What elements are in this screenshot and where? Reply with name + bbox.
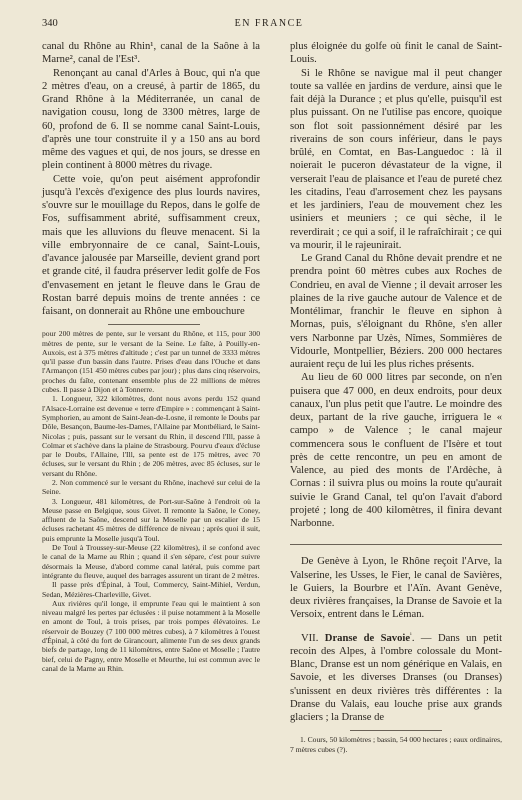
left-column	[42, 40, 260, 673]
paragraph: Renonçant au canal d'Arles à Bouc, qui n'a que 2 mètres d'eau, on a creusé, à partir de 1865, du Grand Rhône à la Méditerranée, un canal de navigation cousu, long de 3300 mètres, large de 60, profond de 6. Il se nomme canal Saint-Louis, d'après une tour construite il y a 150 ans au bord même des vagues et qui, de nos jours, se dresse en plein continent à 8000 mètres du rivage.	[42, 67, 260, 172]
right-body-text	[290, 40, 502, 530]
footnote: Il passe près d'Épinal, à Toul, Commercy, Saint-Mihiel, Verdun, Sedan, Mézières-Charleville, Givet.	[42, 580, 260, 599]
right-footnotes	[290, 735, 502, 754]
paragraph: plus éloignée du golfe où finit le canal de Saint-Louis.	[290, 41, 502, 66]
footnote-continuation: pour 200 mètres de pente, sur le versant du Rhône, et 115, pour 300 mètres de pente, sur le versant de la Seine. Le faîte, à Pouilly-en-Auxois, est à 375 mètres d'altitude ; c'est par un tunnel de 3333 mètres qu'il passe d'un bassin dans l'autre. Prises d'eau dans l'Ouche et dans l'Armançon (151 450 mètres cubes par jour) ; plus dans cinq réservoirs, proches du faîte, contenant ensemble plus de 22 millions de mètres cubes. Il passe à Dijon et à Tonnerre.	[42, 329, 260, 395]
heading-text: . — Dans un petit recoin des Alpes, à l'ombre colossale du Mont-Blanc, Dranse est un nom générique en Valais, en Savoie, et les diverses Dranses (ou Dranses) s'unissent en deux rivières très différentes : la Dranse du Valais, eau louche prise aux grands glaciers ; la Dranse de	[290, 632, 503, 723]
footnote: Aux rivières qu'il longe, il emprunte l'eau qui le maintient à son niveau malgré les pertes par éclusées : il puise notamment à la Moselle en amont de Toul, à trois prises, par trois pompes élévatoires. Le réservoir de Bouzey (7 100 000 mètres cubes), à 7 kilomètres à l'ouest d'Épinal, à côté du fort de Girancourt, alimente l'un de ses deux grands biefs de partage, long de 11 kilomètres, entre Saône et Moselle ; l'autre bief, celui de Pagny, entre Moselle et Meurthe, lui est commun avec le canal de la Marne au Rhin.	[42, 598, 260, 673]
section-intro: De Genève à Lyon, le Rhône reçoit l'Arve, la Valserine, les Usses, le Fier, le canal de Savières, le Guiers, la Bourbre et l'Aïn. Avant Genève, deux rivières françaises, la Dranse de Savoie et la Versoix, entrent dans le Léman.	[290, 556, 502, 621]
footnote: 2. Non commencé sur le versant du Rhône, inachevé sur celui de la Seine.	[42, 478, 260, 497]
section-divider	[290, 544, 502, 545]
paragraph: Le Grand Canal du Rhône devait prendre et ne prendra point 60 mètres cubes aux Roches de Condrieu, en aval de Vienne ; il devait arroser les plaines de la rive gauche autour de Valence et de Montélimar, franchir le fleuve en siphon à Mornas, puis, s'éloignant du Rhône, s'en aller vers Narbonne par Uzès, Nîmes, Sommières de Vidourle, Montpellier, Béziers. 200 000 hectares auraient reçu de lui les plus riches présents.	[290, 253, 502, 370]
heading-number: VII.	[301, 632, 319, 644]
footnote-divider	[350, 730, 442, 731]
running-title: EN FRANCE	[234, 18, 304, 29]
page-header	[42, 18, 496, 34]
footnote: 1. Longueur, 322 kilomètres, dont nous avons perdu 152 quand l'Alsace-Lorraine est devenue « terre d'Empire » : commençant à Saint-Symphorien, au amont de Saint-Jean-de-Losne, il remonte le Doubs par Dôle, Besançon, Baume-les-Dames, l'Allaine par Montbéliard, le Saint-Nicolas ; puis, passant sur le versant du Rhin, il descend l'Ill, passe à Colmar et s'achève dans la plaine de Strasbourg. Pourvu d'eaux d'écluse par le Doubs, l'Allaine, l'Ill, sa pente est de 175 mètres, avec 70 écluses, sur le versant du Rhin ; de 206 mètres, avec 85 écluses, sur le versant du Rhône.	[42, 394, 261, 478]
footnote: 3. Longueur, 481 kilomètres, de Port-sur-Saône à l'endroit où la Meuse passe en Belgique, sous Givet. Il remonte la Saône, le Coney, affluent de la Saône, descend sur la Moselle par un escalier de 15 écluses rachetant 45 mètres de différence de niveau ; après quoi il suit, puis emprunte la Moselle jusqu'à Toul.	[42, 496, 260, 543]
left-body-text	[42, 40, 260, 318]
heading-footnote-mark: ¹	[410, 631, 412, 638]
paragraph: canal du Rhône au Rhin¹, canal de la Saône à la Marne², canal de l'Est³.	[42, 41, 260, 66]
paragraph: Si le Rhône se navigue mal il peut changer toute sa vallée en jardins de verdure, ainsi que le fait déjà la Durance ; et plus qu'elle, puisqu'il est plus puissant. On ne l'utilise pas encore, quoique son flot soit passionnément désiré par les riverains de son cours inférieur, dans le pays brûlé, en Comtat, en Bas-Languedoc : là il noierait le puceron dévastateur de la vigne, il verserait l'eau de plaisance et l'eau de pureté chez les citadins, l'eau d'arrosement chez les paysans et les jardiniers, l'eau de mouvement chez les usiniers et meuniers ; ce qui sèche, il le reverdirait ; ce qui a soif, il le rafraîchirait ; ce qui va mourir, il le rajeunirait.	[290, 67, 502, 251]
paragraph: Au lieu de 60 000 litres par seconde, on n'en puisera que 47 000, en deux endroits, pour deux canaux, l'un plus petit que l'autre. Le moindre des deux, partant de la rive gauche, irriguera le « campo » de Valence ; le canal majeur commencera sous le confluent de l'Isère et tout près de cette rencontre, un peu en amont de Valence, au pied des monts de l'Ardèche, à Cornas : il suivra plus ou moins la route qu'aurait suivie le Grand Canal, tel qu'on l'avait d'abord projeté ; long de 400 kilomètres, il finira devant Narbonne.	[290, 372, 502, 529]
footnote-divider	[108, 324, 200, 325]
section-text	[290, 555, 502, 724]
paragraph: Cette voie, qu'on peut aisément approfondir jusqu'à l'excès d'exigence des plus lourds navires, s'ouvre sur le mouillage du Repos, dans le golfe de Fos, suffisamment abrité, suffisamment creux, mais que les alluvions du fleuve menacent. Si la ville embryonnaire de ce canal, Saint-Louis, d'avance jalousée par Marseille, devient grand port et grande cité, il faudra préserver ledit golfe de Fos d'envasement en jetant le fleuve dans le Grau de Rostan barré depuis moins de trente années : ce faisant, on donnerait au Rhône une embouchure	[42, 173, 260, 317]
section-heading-paragraph	[290, 632, 502, 725]
left-footnotes	[42, 329, 260, 673]
footnote: 1. Cours, 50 kilomètres ; bassin, 54 000 hectares ; eaux ordinaires, 7 mètres cubes (?).	[290, 735, 502, 754]
heading-title: Dranse de Savoie	[324, 632, 411, 644]
footnote: De Toul à Troussey-sur-Meuse (22 kilomètres), il se confond avec le canal de la Marne au Rhin ; quand il s'en sépare, c'est pour suivre désormais la Meuse, d'abord comme canal latéral, puis comme part intégrante du fleuve, auquel des barrages assurent un tirant de 2 mètres.	[42, 543, 260, 580]
page-number: 340	[42, 18, 58, 29]
right-column	[290, 40, 502, 754]
